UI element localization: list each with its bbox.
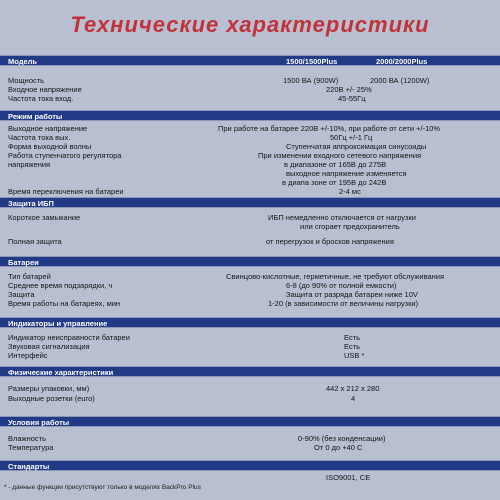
section-mode	[0, 124, 500, 204]
battery-charge-value: 6-8 (до 90% от полной емкости)	[286, 281, 397, 290]
out-voltage-label: Выходное напряжение	[8, 124, 88, 133]
protection-label: Защита ИБП	[8, 199, 54, 208]
short-label: Короткое замыкание	[8, 213, 81, 222]
regulator-label-1: Работа ступенчатого регулятора	[8, 151, 122, 160]
short-value-2: или сгорает предохранитель	[300, 222, 400, 231]
regulator-value-3: выходное напряжение изменяется	[286, 169, 407, 178]
package-value: 442 х 212 х 280	[326, 384, 380, 393]
outlets-value: 4	[351, 394, 356, 403]
section-header-indicators	[0, 317, 500, 328]
battery-label: Батареи	[8, 258, 39, 267]
section-indicators	[0, 331, 500, 369]
temperature-label: Температура	[8, 443, 54, 452]
mode-label: Режим работы	[8, 112, 63, 121]
model-col2: 2000/2000Plus	[376, 57, 428, 66]
battery-runtime-value: 1-20 (в зависимости от величины нагрузки)	[268, 299, 419, 308]
section-physical	[0, 380, 500, 416]
out-voltage-value: При работе на батарее 220В +/-10%, при работе от сети +/-10%	[218, 124, 441, 133]
input-voltage-label: Входное напряжение	[8, 85, 82, 94]
waveform-value: Ступенчатая аппроксимация синусоиды	[286, 142, 427, 151]
standards-value: ISO9001, CE	[326, 473, 371, 482]
out-freq-value: 50Гц +/-1 Гц	[330, 133, 373, 142]
humidity-label: Влажность	[8, 434, 46, 443]
short-value-1: ИБП немедленно отключается от нагрузки	[268, 213, 416, 222]
full-value: от перегрузок и бросков напряжения	[266, 237, 394, 246]
fault-label: Индикатор неисправности батареи	[8, 333, 130, 342]
regulator-label-2: напряжения	[8, 160, 51, 169]
out-freq-label: Частота тока вых.	[8, 133, 71, 142]
regulator-value-1: При изменении входного сетевого напряжения	[258, 151, 422, 160]
battery-protect-label: Защита	[8, 290, 35, 299]
section-battery	[0, 270, 500, 316]
input-freq-label: Частота тока вход.	[8, 94, 74, 103]
input-freq-value: 45-55Гц	[338, 94, 366, 103]
footnote: * - данные функции присутствуют только в моделях BackPro Plus	[4, 484, 201, 491]
regulator-value-4: в диапа зоне от 195В до 242В	[282, 178, 387, 187]
section-header-physical	[0, 366, 500, 377]
section-header-mode	[0, 110, 500, 121]
input-voltage-value: 220В +/- 25%	[326, 85, 372, 94]
section-input	[0, 71, 500, 111]
conditions-label: Условия работы	[8, 418, 70, 427]
switch-time-value: 2-4 мс	[339, 187, 361, 196]
section-header-conditions	[0, 416, 500, 427]
switch-time-label: Время переключения на батареи	[8, 187, 124, 196]
waveform-label: Форма выходной волны	[8, 142, 92, 151]
power-value-1: 1500 ВА (900W)	[283, 76, 339, 85]
sound-value: Есть	[344, 342, 361, 351]
battery-type-label: Тип батарей	[8, 272, 51, 281]
outlets-label: Выходные розетки (euro)	[8, 394, 95, 403]
fault-value: Есть	[344, 333, 361, 342]
power-label: Мощность	[8, 76, 45, 85]
full-label: Полная защита	[8, 237, 62, 246]
section-header-battery	[0, 256, 500, 267]
interface-value: USB *	[344, 351, 365, 360]
battery-runtime-label: Время работы на батареях, мин	[8, 299, 121, 308]
battery-type-value: Свинцово-кислотные, герметичные, не требуют обслуживания	[226, 272, 445, 281]
section-protection	[0, 211, 500, 261]
section-header-model	[0, 55, 500, 66]
model-label: Модель	[8, 57, 38, 66]
indicators-label: Индикаторы и управление	[8, 319, 108, 328]
package-label: Размеры упаковки, мм)	[8, 384, 90, 393]
battery-protect-value: Защита от разряда батареи ниже 10V	[286, 290, 418, 299]
regulator-value-2: в диапазоне от 165В до 275В	[284, 160, 387, 169]
power-value-2: 2000 ВА (1200W)	[370, 76, 430, 85]
section-header-standards	[0, 460, 500, 471]
battery-charge-label: Среднее время подзарядки, ч	[8, 281, 113, 290]
standards-label: Стандарты	[8, 462, 50, 471]
model-col1: 1500/1500Plus	[286, 57, 338, 66]
section-header-protection	[0, 197, 500, 208]
sound-label: Звуковая сигнализация	[8, 342, 90, 351]
interface-label: Интерфейс	[8, 351, 48, 360]
temperature-value: От 0 до +40 С	[314, 443, 363, 452]
humidity-value: 0-90% (без конденсации)	[298, 434, 386, 443]
physical-label: Физические характеристики	[8, 368, 114, 377]
page-title: Технические характеристики	[70, 12, 430, 37]
